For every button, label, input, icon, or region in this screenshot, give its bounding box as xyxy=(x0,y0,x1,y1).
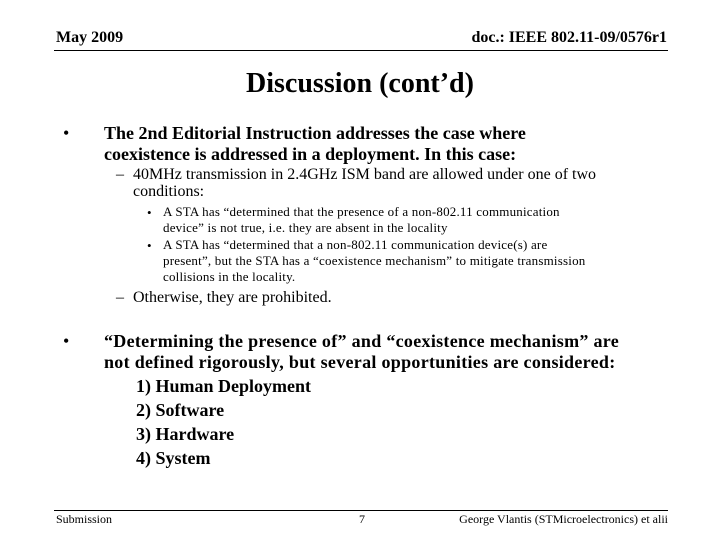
header-rule xyxy=(54,50,668,51)
list-item: 3) Hardware xyxy=(136,424,235,444)
condition-2-line-3: collisions in the locality. xyxy=(163,269,296,284)
sub-bullet-marker: – xyxy=(116,166,124,183)
bullet-2-line-1: “Determining the presence of” and “coexistence mechanism” are xyxy=(104,331,620,351)
bullet-marker: • xyxy=(63,331,70,351)
header-date: May 2009 xyxy=(56,29,124,46)
list-item: 1) Human Deployment xyxy=(136,376,311,396)
footer-page-number: 7 xyxy=(359,512,365,526)
footer-author: George Vlantis (STMicroelectronics) et alii xyxy=(459,512,668,526)
condition-2-line-2: present”, but the STA has a “coexistence mechanism” to mitigate transmission xyxy=(163,253,586,268)
bullet-2-text xyxy=(104,331,619,373)
footer-submission: Submission xyxy=(56,512,113,526)
sub-bullet-1-line-1: 40MHz transmission in 2.4GHz ISM band are allowed under one of two xyxy=(133,166,597,183)
bullet-1-text xyxy=(104,123,526,165)
condition-2-line-1: A STA has “determined that a non-802.11 communication device(s) are xyxy=(163,237,548,252)
slide-title: Discussion (cont’d) xyxy=(246,68,474,99)
opportunity-list xyxy=(136,374,311,470)
sub-bullet-1-line-2: conditions: xyxy=(133,183,205,200)
sub-bullet-marker: – xyxy=(116,289,124,306)
sub-bullet-2-text: Otherwise, they are prohibited. xyxy=(133,289,332,306)
condition-1-text xyxy=(163,204,560,236)
bullet-2-line-2: not defined rigorously, but several opportunities are considered: xyxy=(104,352,616,372)
list-item: 2) Software xyxy=(136,400,225,420)
footer-rule xyxy=(54,510,668,511)
bullet-1-line-1: The 2nd Editorial Instruction addresses the case where xyxy=(104,123,526,143)
bullet-1-line-2: coexistence is addressed in a deployment. In this case: xyxy=(104,144,517,164)
bullet-marker: • xyxy=(63,123,70,143)
sub-bullet-1-text xyxy=(133,166,596,200)
header-doc-id: doc.: IEEE 802.11-09/0576r1 xyxy=(471,29,667,46)
list-item: 4) System xyxy=(136,448,211,468)
condition-2-text xyxy=(163,237,585,285)
condition-1-line-2: device” is not true, i.e. they are absent in the locality xyxy=(163,220,448,235)
condition-1-line-1: A STA has “determined that the presence of a non-802.11 communication xyxy=(163,204,560,219)
level3-marker: • xyxy=(147,238,152,253)
level3-marker: • xyxy=(147,205,152,220)
